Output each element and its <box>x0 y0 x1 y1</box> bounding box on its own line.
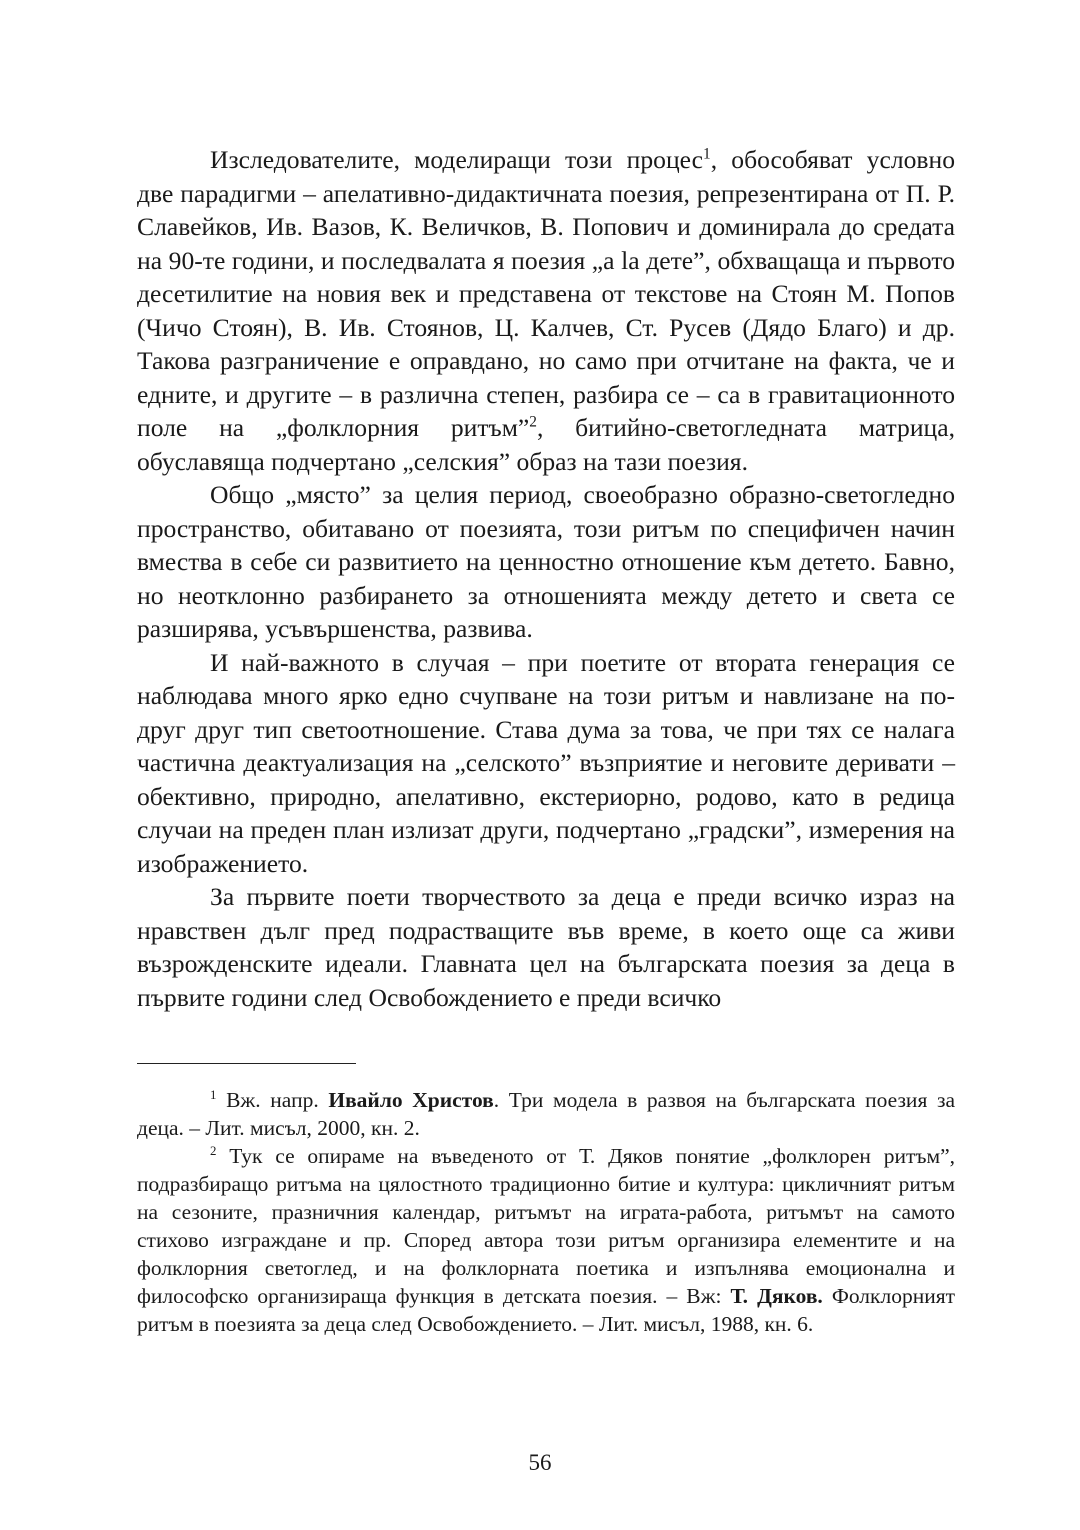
footnote-1: $^1$ Вж. напр. Ивайло Христов. Три модела в развоя на българската поезия за деца. – Лит. мисъл, 2000, кн. 2. <box>137 1087 956 1140</box>
footnote-ref-1: 1 <box>703 145 711 163</box>
paragraph-1: Изследователите, моделиращи този процес$^1$, обособяват условно две парадигми – апелативно-дидактичната поезия, репрезентирана от П. Р. Славейков, Ив. Вазов, К. Величков, В. Попович и доминирала до средата на 90-те години, и последвалата я поезия „a la дете”, обхващаща и първото десетилитие на новия век и представена от текстове на Стоян М. Попов (Чичо Стоян), В. Ив. Стоянов, Ц. Калчев, Ст. Русев (Дядо Благо) и др. Такова разграничение е оправдано, но само при отчитане на факта, че и едните, и другите – в различна степен, разбира се – са в гравитационното поле на „фолклорния ритъм”$^2$, битийно-светогледната матрица, обуславяща подчертано „селския” образ на тази поезия. <box>137 145 955 476</box>
page-number: 56 <box>528 1450 552 1475</box>
footnote-2: $^2$ Тук се опираме на въведеното от Т. Дяков понятие „фолклорен ритъм”, подразбиращо ритъма на цялостното традиционно битие и култура: цикличният ритъм на сезоните, празничния календар, ритъмът на играта-работа, ритъмът на самото стихово изграждане и пр. Според автора този ритъм организира елементите и на фолклорния светоглед, и на фолклорната поетика и изпълнява емоционална и философско организираща функция в детската поезия. – Вж: Т. Дяков. Фолклорният ритъм в поезията за деца след Освобождението. – Лит. мисъл, 1988, кн. 6. <box>137 1143 955 1336</box>
footnotes <box>137 1086 955 1338</box>
footnote-separator <box>137 1063 356 1064</box>
paragraph-4: За първите поети творчеството за деца е преди всичко израз на нравствен дълг пред подрастващите във време, в което още са живи възрожденските идеали. Главната цел на българската поезия за деца в първите години след Освобождението е преди всичко <box>137 882 955 1012</box>
footnote-2-author: Т. Дяков. <box>730 1284 823 1308</box>
main-text <box>137 143 955 1014</box>
footnote-ref-2: 2 <box>529 413 537 431</box>
paragraph-2: Общо „място” за целия период, своеобразно образно-светогледно пространство, обитавано от поезията, този ритъм по специфичен начин вмества в себе си развитието на ценностно отношение към детето. Бавно, но неотклонно разбирането за отношенията между детето и света се разширява, усъвършенства, развива. <box>137 480 955 643</box>
paragraph-3: И най-важното в случая – при поетите от втората генерация се наблюдава много ярко едно счупване на този ритъм и навлизане на по-друг друг тип светоотношение. Става дума за това, че при тях се налага частична деактуализация на „селското” възприятие и неговите деривати – обективно, природно, апелативно, екстериорно, родово, като в редица случаи на преден план излизат други, подчертано „градски”, измерения на изображението. <box>137 647 955 878</box>
footnote-1-author: Ивайло Христов <box>328 1088 494 1112</box>
